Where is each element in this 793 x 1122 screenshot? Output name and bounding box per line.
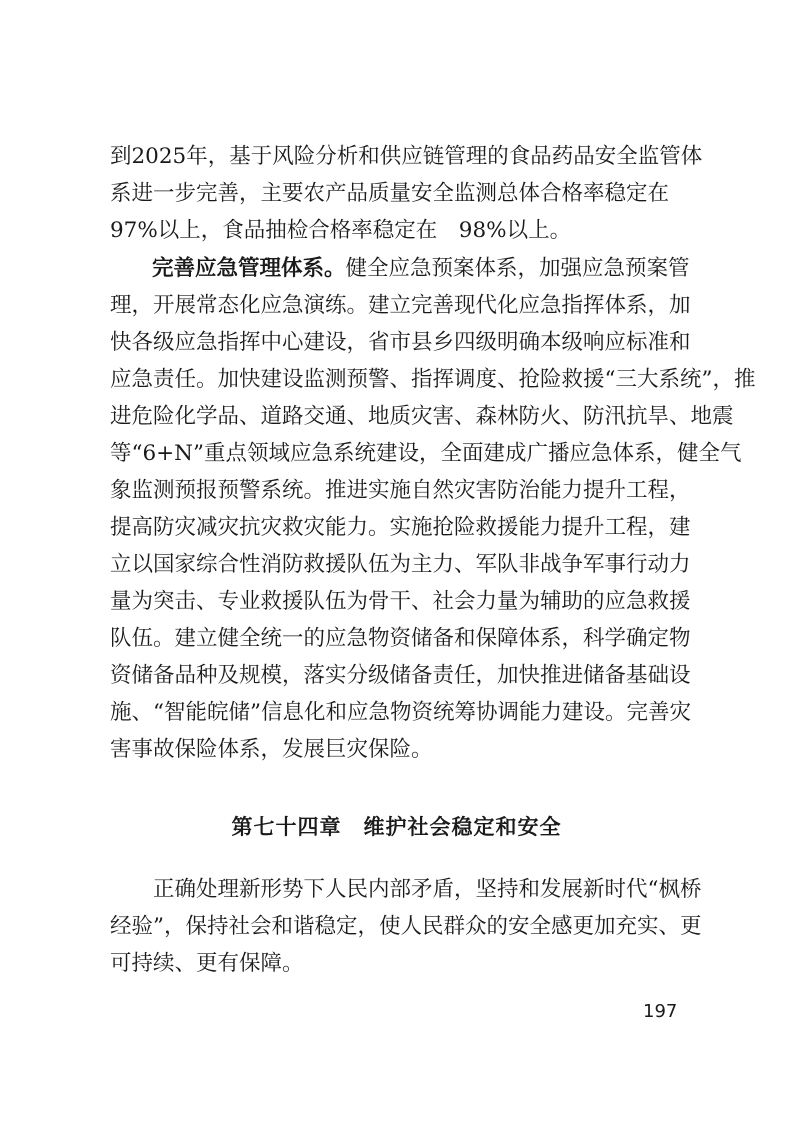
text-line: 资储备品种及规模，落实分级储备责任，加快推进储备基础设 [110, 663, 691, 688]
text-line: 等“6+N”重点领域应急系统建设，全面建成广播应急体系，健全气 [110, 441, 742, 466]
text-line: 理，开展常态化应急演练。建立完善现代化应急指挥体系，加 [110, 293, 691, 318]
text-run: 健全应急预案体系，加强应急预案管 [345, 256, 690, 281]
text-line: 进危险化学品、道路交通、地质灾害、森林防火、防汛抗旱、地震 [110, 404, 734, 429]
text-line: 正确处理新形势下人民内部矛盾，坚持和发展新时代“枫桥 [110, 877, 702, 902]
text-line [152, 254, 690, 284]
text-line: 象监测预报预警系统。推进实施自然灾害防治能力提升工程， [110, 478, 691, 503]
text-line: 提高防灾减灾抗灾救灾能力。实施抢险救援能力提升工程，建 [110, 515, 691, 540]
text-line: 量为突击、专业救援队伍为骨干、社会力量为辅助的应急救援 [110, 589, 691, 614]
text-line: 97%以上，食品抽检合格率稳定在 98%以上。 [110, 218, 572, 243]
bold-lead-text: 完善应急管理体系。 [152, 256, 346, 281]
text-line: 可持续、更有保障。 [110, 951, 304, 976]
text-line: 立以国家综合性消防救援队伍为主力、军队非战争军事行动力 [110, 552, 691, 577]
text-line: 队伍。建立健全统一的应急物资储备和保障体系，科学确定物 [110, 626, 691, 651]
text-line: 快各级应急指挥中心建设，省市县乡四级明确本级响应标准和 [110, 330, 691, 355]
text-line: 害事故保险体系，发展巨灾保险。 [110, 737, 433, 762]
page-number: 197 [643, 1001, 678, 1022]
text-line: 到2025年，基于风险分析和供应链管理的食品药品安全监管体 [110, 144, 703, 169]
text-line: 系进一步完善，主要农产品质量安全监测总体合格率稳定在 [110, 181, 670, 206]
text-line: 施、“智能皖储”信息化和应急物资统筹协调能力建设。完善灾 [110, 700, 691, 725]
chapter-heading: 第七十四章 维护社会稳定和安全 [231, 815, 562, 839]
text-line: 经验”，保持社会和谐稳定，使人民群众的安全感更加充实、更 [110, 914, 702, 939]
text-line: 应急责任。加快建设监测预警、指挥调度、抢险救援“三大系统”，推 [110, 367, 756, 392]
